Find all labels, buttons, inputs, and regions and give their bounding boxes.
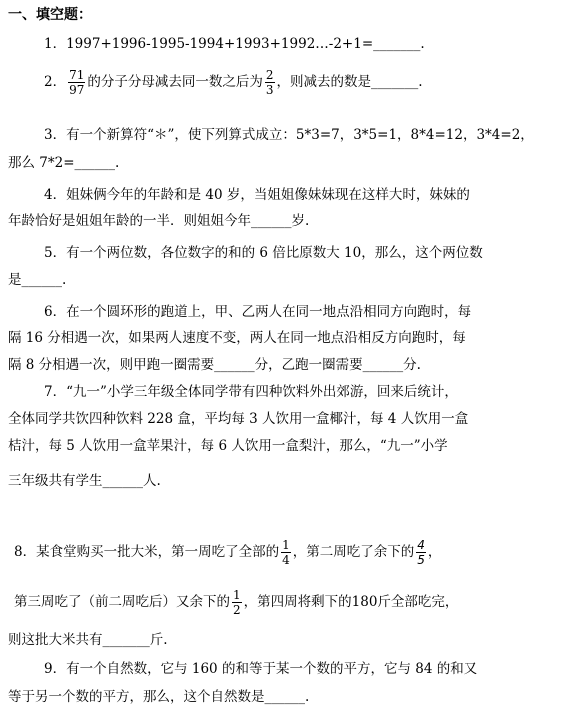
q2-prefix: 2． [44, 74, 67, 90]
question-6-line-3: 隔 8 分相遇一次，则甲跑一圈需要______分，乙跑一圈需要______分. [8, 357, 421, 373]
question-8-line-3: 则这批大米共有_______斤. [8, 632, 168, 648]
question-8-line-2 [14, 588, 458, 617]
fraction-71-97: $\frac{71}{97}$ [69, 68, 85, 97]
question-1: 1．1997+1996-1995-1994+1993+1992…-2+1=_______. [44, 36, 425, 52]
q8-l1-suffix: ， [427, 544, 442, 560]
question-4-line-2: 年龄恰好是姐姐年龄的一半．则姐姐今年______岁. [8, 213, 310, 229]
question-7-line-4: 三年级共有学生______人. [8, 473, 161, 489]
q2-mid: 的分子分母减去同一数之后为 [87, 74, 263, 90]
question-3-line-1: 3．有一个新算符“＊”，使下列算式成立：5*3=7，3*5=1，8*4=12，3*4=2， [44, 127, 534, 143]
q2-suffix: ，则减去的数是_______. [276, 74, 423, 90]
question-6-line-1: 6．在一个圆环形的跑道上，甲、乙两人在同一地点沿相同方向跑时，每 [44, 304, 472, 320]
question-2 [44, 68, 423, 97]
question-5-line-2: 是______. [8, 272, 67, 288]
q8-l1-mid: ，第二周吃了余下的 [292, 544, 415, 560]
section-title: 一、填空题： [8, 7, 92, 23]
question-6-line-2: 隔 16 分相遇一次，如果两人速度不变，两人在同一地点沿相反方向跑时，每 [8, 330, 466, 346]
question-3-line-2: 那么 7*2=______. [8, 155, 120, 171]
fraction-1-4: $\frac{1}{4}$ [282, 538, 290, 567]
question-7-line-1: 7．“九一”小学三年级全体同学带有四种饮料外出郊游，回来后统计， [44, 384, 458, 400]
question-9-line-1: 9．有一个自然数，它与 160 的和等于某一个数的平方，它与 84 的和又 [44, 661, 478, 677]
q8-l2-prefix: 第三周吃了（前二周吃后）又余下的 [14, 594, 230, 610]
fraction-4-5: $\frac{4}{5}$ [417, 538, 425, 567]
q8-l2-suffix: ，第四周将剩下的180斤全部吃完， [243, 594, 459, 610]
question-5-line-1: 5．有一个两位数，各位数字的和的 6 倍比原数大 10，那么，这个两位数 [44, 245, 483, 261]
q8-l1-prefix: 8．某食堂购买一批大米，第一周吃了全部的 [14, 544, 280, 560]
question-4-line-1: 4．姐妹俩今年的年龄和是 40 岁，当姐姐像妹妹现在这样大时，妹妹的 [44, 187, 470, 203]
question-8-line-1 [14, 538, 441, 567]
question-7-line-3: 桔汁，每 5 人饮用一盒苹果汁，每 6 人饮用一盒梨汁，那么，“九一”小学 [8, 438, 448, 454]
question-9-line-2: 等于另一个数的平方，那么，这个自然数是______. [8, 689, 310, 705]
question-7-line-2: 全体同学共饮四种饮料 228 盒，平均每 3 人饮用一盒椰汁，每 4 人饮用一盒 [8, 411, 469, 427]
fraction-1-2: $\frac{1}{2}$ [233, 588, 241, 617]
fraction-2-3: $\frac{2}{3}$ [265, 68, 274, 97]
